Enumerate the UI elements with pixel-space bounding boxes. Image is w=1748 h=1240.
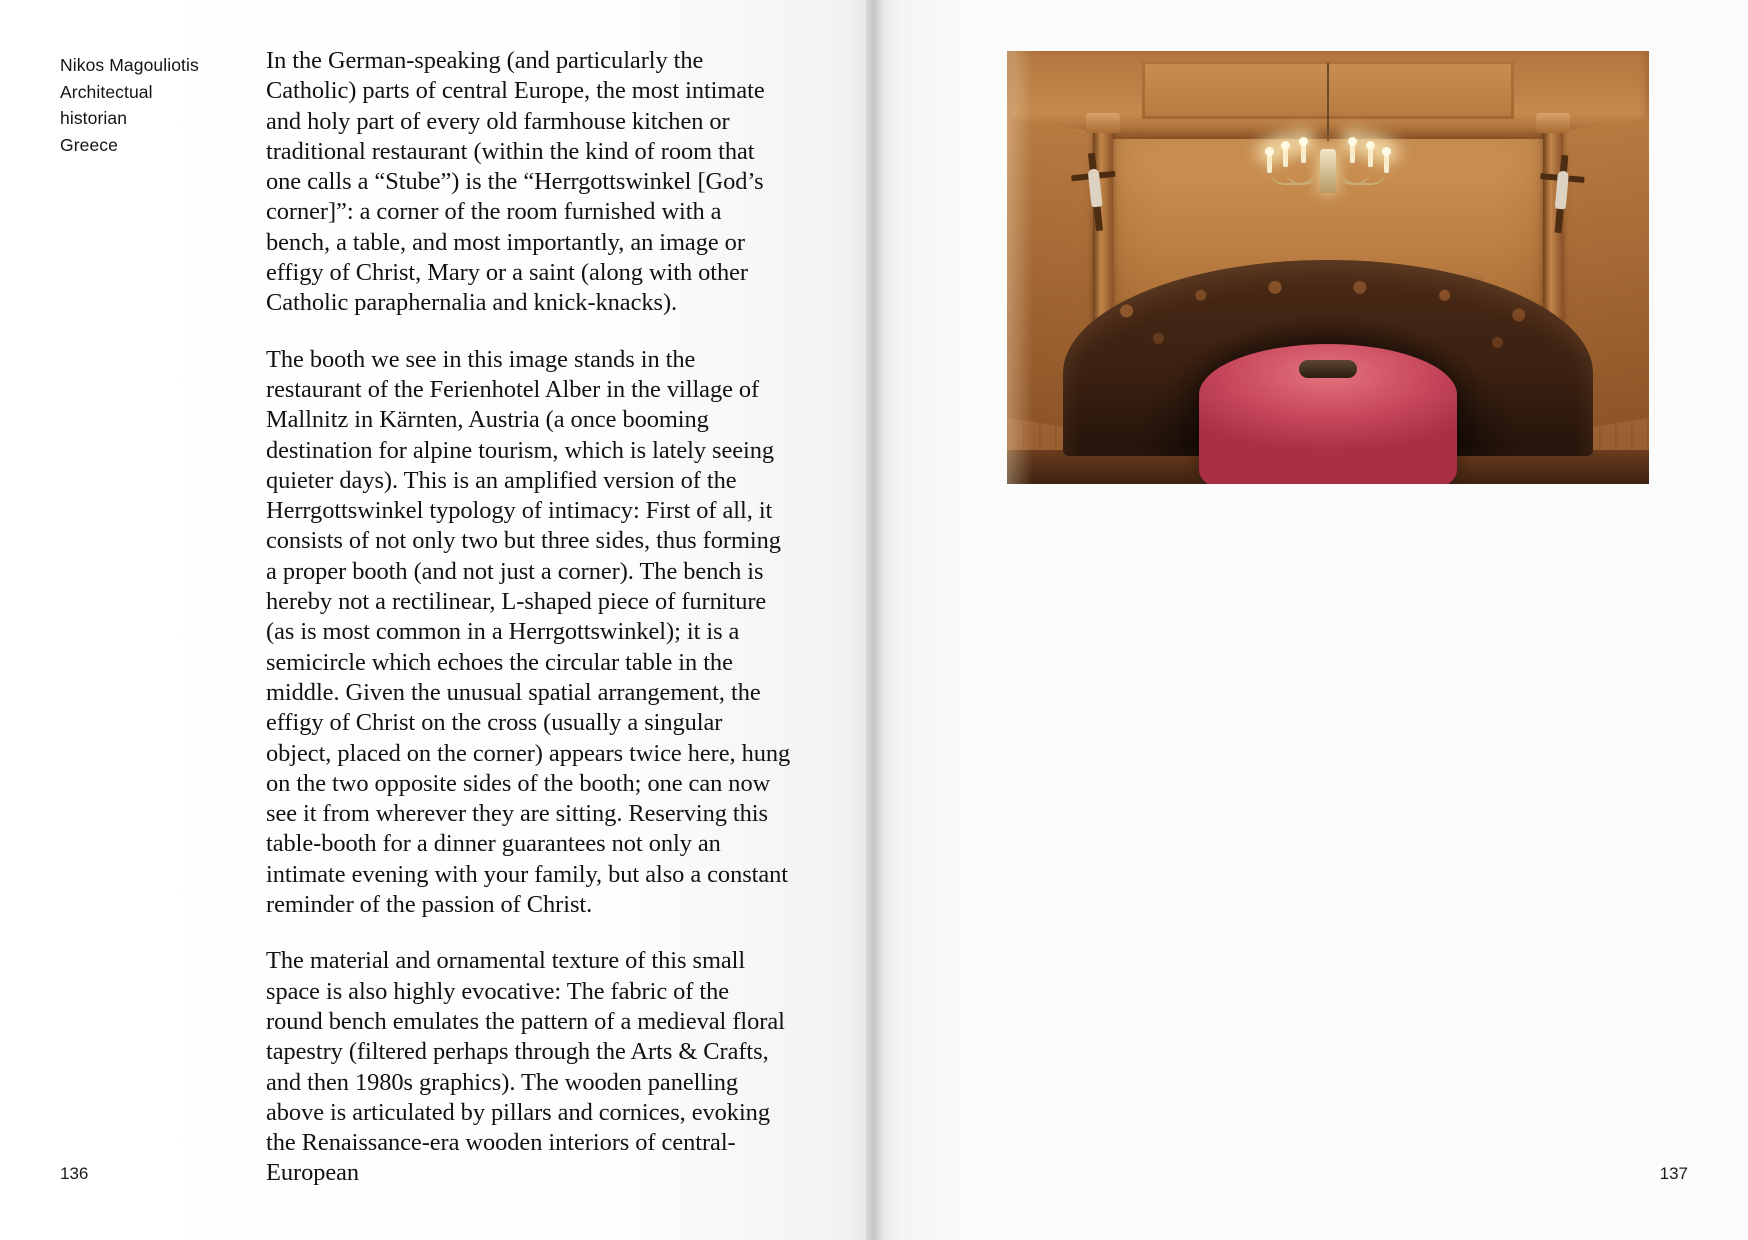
author-role-line-2: historian [60,108,128,129]
candle-flame [1382,147,1391,156]
crucifix-icon [1069,151,1121,233]
crucifix-icon [1536,153,1587,235]
chandelier-candle [1384,153,1389,173]
chandelier-candle [1301,143,1306,163]
body-paragraph-1: In the German-speaking (and particularly the Catholic) parts of central Europe, the most intimate and holy part of every old farmhouse kitchen or traditional restaurant (within the kind of room that one calls a “Stube”) is the “Herrgottswinkel [God’s corner]”: a corner of the room furnished with a bench, a table, and most importantly, an image or effigy of Christ, Mary or a saint (along with other Catholic paraphernalia and knick-knacks). [266,47,765,317]
body-paragraph-3: The material and ornamental texture of this small space is also highly evocative: The fabric of the round bench emulates the pattern of a medieval floral tapestry (filtered perhaps through the Arts & Crafts, and then 1980s graphics). The wooden panelling above is articulated by pillars and cornices, evoking the Renaissance-era wooden interiors of central-European [266,947,785,1187]
author-role-line-1: Architectual [60,81,153,102]
chandelier-chain [1327,63,1329,141]
candle-flame [1281,141,1290,150]
candle-flame [1299,137,1308,146]
page-number-left: 136 [60,1164,89,1183]
round-table [1199,344,1457,484]
candle-flame [1265,147,1274,156]
page-number-right: 137 [1659,1164,1688,1183]
christ-figure [1555,171,1569,210]
chandelier-candle [1350,143,1355,163]
candle-flame [1366,141,1375,150]
chandelier-candle [1283,147,1288,167]
candle-flame [1348,137,1357,146]
light-edge [1007,51,1033,484]
chandelier-candle [1368,147,1373,167]
body-text-column [266,46,791,1189]
body-paragraph-2: The booth we see in this image stands in the restaurant of the Ferienhotel Alber in the village of Mallnitz in Kärnten, Austria (a once booming destination for alpine tourism, which is lately seeing quieter days). This is an amplified version of the Herrgottswinkel typology of intimacy: First of all, it consists of not only two but three sides, thus forming a proper booth (and not just a corner). The bench is hereby not a rectilinear, L-shaped piece of furniture (as is most common in a Herrgottswinkel); it is a semicircle which echoes the circular table in the middle. Given the unusual spatial arrangement, the effigy of Christ on the cross (usually a singular object, placed on the corner) appears twice here, hung on the two opposite sides of the booth; one can now see it from wherever they are sitting. Reserving this table-booth for a dinner guarantees not only an intimate evening with your family, but also a constant reminder of the passion of Christ. [266,345,791,919]
photo-content [1007,51,1649,484]
booth-photograph [1007,51,1649,484]
author-name: Nikos Magouliotis [60,55,199,75]
author-location: Greece [60,134,118,155]
author-byline [60,52,230,158]
chandelier-icon [1263,135,1393,205]
chandelier-candle [1267,153,1272,173]
right-page [874,0,1748,1240]
table-objects [1299,360,1357,378]
chandelier-body [1320,149,1336,193]
left-pillar-capital [1086,113,1120,133]
right-pillar-capital [1536,113,1570,133]
